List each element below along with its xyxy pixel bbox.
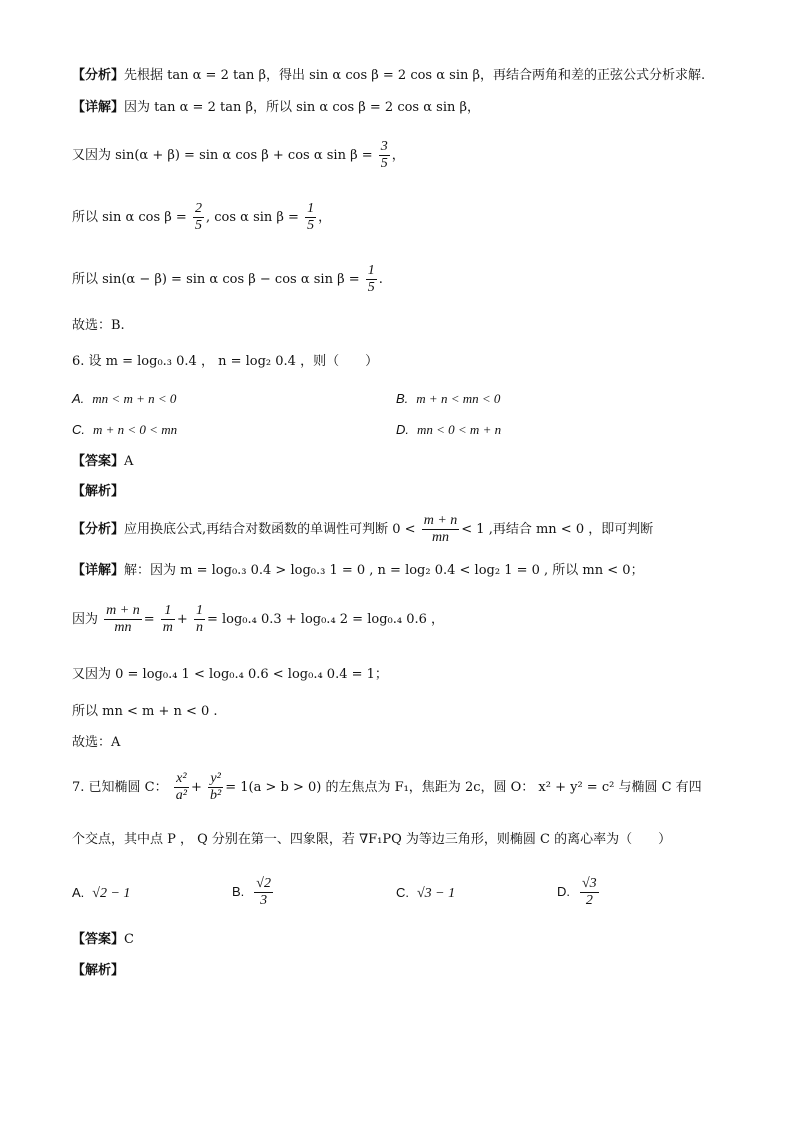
- option-text: √2 − 1: [92, 886, 131, 901]
- sum-formula-prefix: 又因为 sin(α + β) = sin α cos β + cos α sin β =: [72, 148, 373, 163]
- fraction-numerator: 1: [195, 603, 203, 618]
- fraction-numerator: m + n: [106, 603, 140, 618]
- fraction-numerator: 1: [367, 263, 375, 278]
- fraction-mplusn-over-mn: [104, 603, 142, 636]
- q6-answer-line: [72, 453, 133, 471]
- option-label: A.: [72, 391, 85, 406]
- option-text: mn < 0 < m + n: [417, 422, 502, 437]
- q7-option-b: [232, 872, 275, 913]
- option-label: C.: [396, 885, 409, 900]
- option-text: m + n < 0 < mn: [93, 422, 178, 437]
- q7-option-a: [72, 884, 130, 903]
- q7-option-c: [396, 884, 455, 903]
- detail-tag: 【详解】: [72, 100, 125, 115]
- option-label: D.: [557, 884, 570, 899]
- question-7-line2: 个交点，其中点 P ， Q 分别在第一、四象限，若 ∇F₁PQ 为等边三角形，则椭圆 C 的离心率为（ ）: [72, 832, 672, 847]
- analysis-text: 先根据 tan α = 2 tan β，得出 sin α cos β = 2 cos α sin β，再结合两角和差的正弦公式分析求解.: [124, 68, 706, 83]
- q6-detail-line: [72, 562, 644, 580]
- option-label: B.: [396, 391, 409, 406]
- fraction-denominator: 5: [380, 156, 388, 171]
- option-text: √3 − 1: [417, 886, 456, 901]
- detail-text: 解：因为 m = log₀.₃ 0.4 > log₀.₃ 1 = 0 , n = log₂ 0.4 < log₂ 1 = 0 , 所以 mn < 0；: [124, 563, 644, 578]
- q7-post: = 1(a > b > 0) 的左焦点为 F₁，焦距为 2c，圆 O： x² + y² = c² 与椭圆 C 有四: [225, 780, 702, 795]
- diff-prefix: 所以 sin(α − β) = sin α cos β − cos α sin β =: [72, 272, 360, 287]
- fraction-2-5: [193, 201, 204, 234]
- fraction-sqrt2-over-3: [254, 876, 273, 909]
- parts-formula-line: [72, 196, 331, 240]
- fraction-y2-over-b2: [208, 771, 223, 804]
- option-label: D.: [396, 422, 409, 437]
- q6-sum-reciprocal-line: [72, 600, 444, 640]
- fraction-numerator: √2: [256, 876, 271, 891]
- plus-sign: +: [190, 780, 202, 795]
- q6-option-d: [396, 421, 501, 439]
- detail-line-q5: [72, 99, 480, 117]
- parts-mid: , cos α sin β =: [205, 210, 299, 225]
- fraction-denominator: n: [195, 620, 203, 635]
- fraction-denominator: 3: [254, 892, 273, 909]
- parts-suffix: ，: [318, 210, 332, 225]
- question-7-stem: [72, 768, 702, 808]
- sum-formula-suffix: ，: [391, 148, 405, 163]
- plus-sign: +: [176, 612, 188, 627]
- option-text: m + n < mn < 0: [416, 391, 501, 406]
- option-label: A.: [72, 885, 85, 900]
- q7-prefix: 7. 已知椭圆 C：: [72, 780, 168, 795]
- q7-analysis-heading: 【解析】: [72, 963, 125, 978]
- parts-prefix: 所以 sin α cos β =: [72, 210, 187, 225]
- analysis-tag: 【分析】: [72, 522, 125, 537]
- fraction-numerator: y²: [210, 771, 221, 786]
- q6-analysis-line: [72, 510, 653, 550]
- fraction-denominator: b²: [210, 788, 222, 803]
- diff-suffix: .: [378, 272, 383, 287]
- detail-tag: 【详解】: [72, 563, 125, 578]
- q6-option-c: [72, 421, 177, 439]
- fraction-denominator: 2: [580, 892, 599, 909]
- answer-tag: 【答案】: [72, 932, 125, 947]
- fraction-numerator: 1: [307, 201, 315, 216]
- analysis-tag: 【分析】: [72, 68, 125, 83]
- q6-conclusion-line: 所以 mn < m + n < 0 .: [72, 704, 218, 719]
- fraction-numerator: 1: [164, 603, 172, 618]
- q6-option-b: [396, 390, 500, 408]
- fraction-numerator: 3: [380, 139, 388, 154]
- answer-value: C: [124, 932, 134, 947]
- fraction-denominator: m: [162, 620, 173, 635]
- fraction-denominator: 5: [307, 218, 315, 233]
- fraction-denominator: mn: [104, 619, 142, 636]
- analysis-line-q5: [72, 67, 705, 85]
- fraction-1-5: [366, 263, 377, 296]
- option-label: C.: [72, 422, 85, 437]
- question-6-stem: 6. 设 m = log₀.₃ 0.4 ， n = log₂ 0.4 ，则（ ）: [72, 354, 379, 369]
- fraction-3-5: [379, 139, 390, 172]
- fraction-1-over-n: [194, 603, 205, 636]
- fraction-numerator: m + n: [423, 513, 458, 528]
- fraction-mplusn-over-mn: [422, 513, 460, 546]
- fraction-denominator: mn: [422, 529, 460, 546]
- analysis-pre: 应用换底公式,再结合对数函数的单调性可判断 0 <: [124, 522, 416, 537]
- line-post: = log₀.₄ 0.3 + log₀.₄ 2 = log₀.₄ 0.6 ，: [206, 612, 445, 627]
- detail-text: 因为 tan α = 2 tan β，所以 sin α cos β = 2 cos α sin β，: [124, 100, 480, 115]
- q6-final-answer: 故选：A: [72, 735, 121, 750]
- fraction-denominator: 5: [367, 280, 375, 295]
- diff-formula-line: [72, 258, 383, 302]
- q7-option-d: [557, 872, 601, 913]
- analysis-post: < 1 ,再结合 mn < 0 ，即可判断: [461, 522, 654, 537]
- fraction-denominator: a²: [175, 788, 187, 803]
- line-prefix: 因为: [72, 612, 99, 627]
- q6-log-chain-line: 又因为 0 = log₀.₄ 1 < log₀.₄ 0.6 < log₀.₄ 0.4 = 1；: [72, 667, 388, 682]
- equals-sign: =: [143, 612, 155, 627]
- answer-tag: 【答案】: [72, 454, 125, 469]
- fraction-numerator: 2: [194, 201, 202, 216]
- fraction-x2-over-a2: [174, 771, 189, 804]
- fraction-numerator: √3: [582, 876, 597, 891]
- q7-answer-line: [72, 931, 134, 949]
- answer-value: A: [124, 454, 134, 469]
- q6-option-a: [72, 390, 176, 408]
- sum-formula-line: [72, 134, 405, 178]
- option-text: mn < m + n < 0: [92, 391, 177, 406]
- option-label: B.: [232, 884, 245, 899]
- fraction-1-over-m: [161, 603, 175, 636]
- q6-analysis-heading: 【解析】: [72, 484, 125, 499]
- fraction-numerator: x²: [176, 771, 187, 786]
- fraction-denominator: 5: [194, 218, 202, 233]
- fraction-sqrt3-over-2: [580, 876, 599, 909]
- answer-line-q5: 故选：B.: [72, 318, 125, 333]
- fraction-1-5: [305, 201, 316, 234]
